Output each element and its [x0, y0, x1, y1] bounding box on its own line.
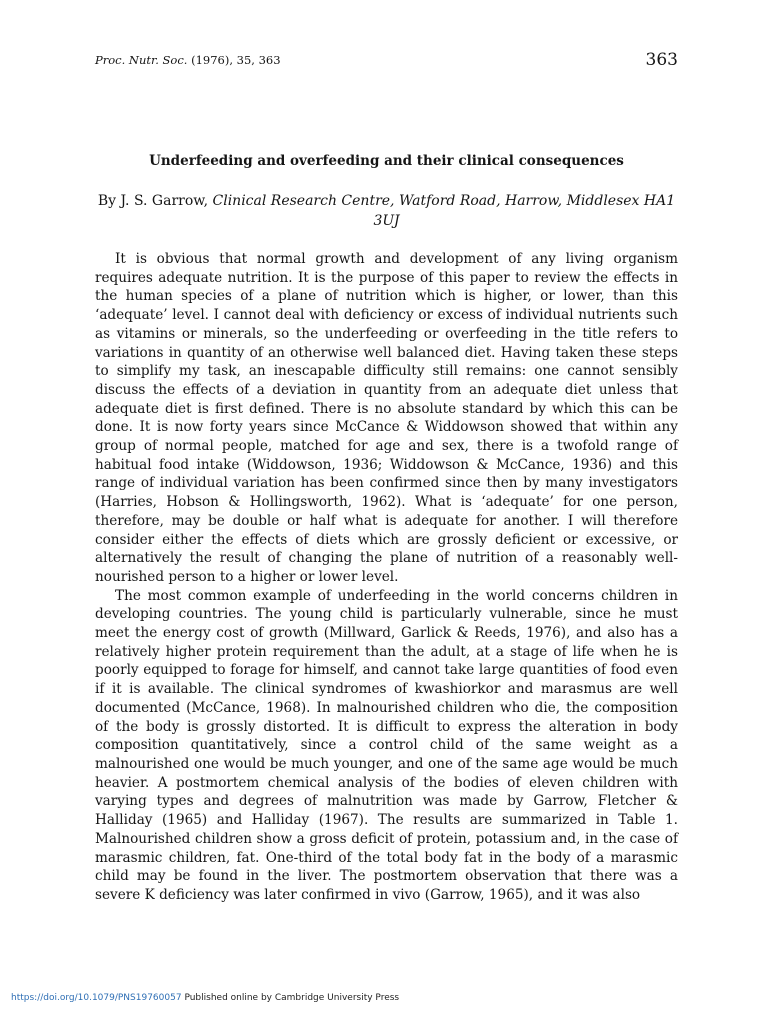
byline: [95, 191, 678, 231]
running-head: [95, 50, 678, 72]
body-paragraph: The most common example of underfeeding in the world concerns children in developing countries. The young child is particularly vulnerable, since he must meet the energy cost of growth (Millward, Garlick & Reeds, 1976), and also has a relatively higher protein requirement than the adult, at a stage of life when he is poorly equipped to forage for himself, and cannot take large quantities of food even if it is available. The clinical syndromes of kwashiorkor and marasmus are well documented (McCance, 1968). In malnourished children who die, the composition of the body is grossly distorted. It is difficult to express the alteration in body composition quantitatively, since a control child of the same weight as a malnourished one would be much younger, and one of the same age would be much heavier. A postmortem chemical analysis of the bodies of eleven children with varying types and degrees of malnutrition was made by Garrow, Fletcher & Halliday (1965) and Halliday (1967). The results are summarized in Table 1. Malnourished children show a gross deficit of protein, potassium and, in the case of marasmic children, fat. One-third of the total body fat in the body of a marasmic child may be found in the liver. The postmortem observation that there was a severe K deficiency was later confirmed in vivo (Garrow, 1965), and it was also: [95, 587, 678, 903]
journal-name: Proc. Nutr. Soc.: [95, 53, 188, 67]
page-footer: [11, 993, 399, 1003]
journal-citation: [95, 53, 281, 67]
author-affiliation: Clinical Research Centre, Watford Road, Harrow, Middlesex HA1 3UJ: [212, 193, 676, 229]
body-paragraph: It is obvious that normal growth and development of any living organism requires adequate nutrition. It is the purpose of this paper to review the effects in the human species of a plane of nutrition which is higher, or lower, than this ‘adequate’ level. I cannot deal with deficiency or excess of individual nutrients such as vitamins or minerals, so the underfeeding or overfeeding in the title refers to variations in quantity of an otherwise well balanced diet. Having taken these steps to simplify my task, an inescapable difficulty still remains: one cannot sensibly discuss the effects of a deviation in quantity from an adequate diet unless that adequate diet is first defined. There is no absolute standard by which this can be done. It is now forty years since McCance & Widdowson showed that within any group of normal people, matched for age and sex, there is a twofold range of habitual food intake (Widdowson, 1936; Widdowson & McCance, 1936) and this range of individual variation has been confirmed since then by many investigators (Harries, Hobson & Hollingsworth, 1962). What is ‘adequate’ for one person, therefore, may be double or half what is adequate for another. I will therefore consider either the effects of diets which are grossly deficient or excessive, or alternatively the result of changing the plane of nutrition of a reasonably well-nourished person to a higher or lower level.: [95, 251, 678, 585]
article-title: Underfeeding and overfeeding and their clinical consequences: [149, 153, 624, 169]
author-name: J. S. Garrow,: [120, 193, 209, 209]
page-number: 363: [645, 50, 678, 70]
byline-prefix: By: [97, 193, 117, 209]
doi-link[interactable]: https://doi.org/10.1079/PNS19760057: [11, 993, 182, 1003]
volume-citation: (1976), 35, 363: [191, 53, 281, 67]
publisher-note: Published online by Cambridge University Press: [184, 993, 400, 1003]
article-body: [95, 250, 678, 905]
